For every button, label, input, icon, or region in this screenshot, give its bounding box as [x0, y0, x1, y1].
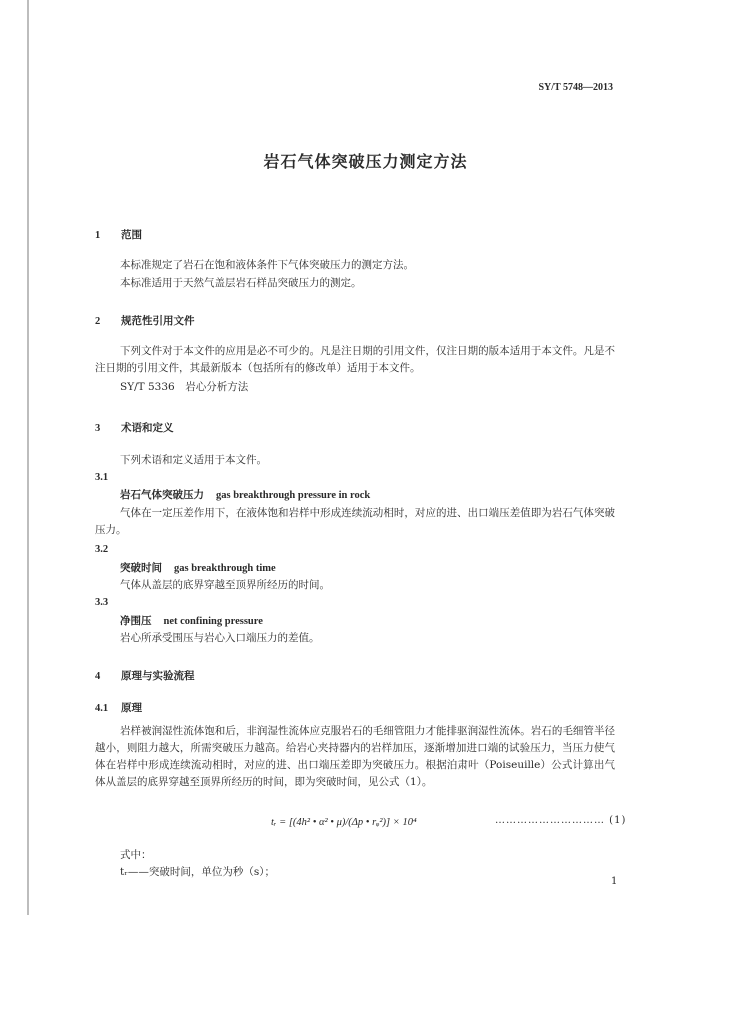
subsection-number: 4.1 [95, 703, 109, 714]
term-english: gas breakthrough pressure in rock [216, 490, 371, 501]
section-title: 范围 [121, 229, 142, 241]
principle-paragraph: 岩样被润湿性流体饱和后，非润湿性流体应克服岩石的毛细管阻力才能排驱润湿性流体。岩石的毛细管半径越小，则阻力越大，所需突破压力越高。给岩心夹持器内的岩样加压，逐渐增加进口端的试验压力，当压力使气体在岩样中形成连续流动相时，对应的进、出口端压差即为突破压力。根据泊肃叶（Poiseuille）公式计算出气体从盖层的底界穿越至顶界所经历的时间，即为突破时间，见公式（1）。 [95, 725, 615, 788]
section-title: 规范性引用文件 [121, 315, 195, 327]
term-3-1-number: 3.1 [95, 472, 109, 483]
scope-paragraph-1: 本标准规定了岩石在饱和液体条件下气体突破压力的测定方法。 [120, 259, 414, 271]
scan-edge-line [27, 0, 29, 915]
section-number: 2 [95, 316, 101, 327]
normative-reference: SY/T 5336 岩心分析方法 [120, 381, 249, 393]
where-label: 式中： [120, 849, 152, 861]
section-3-heading [95, 420, 174, 435]
page-number: 1 [611, 876, 618, 887]
formula-1-number: ………………………… (1) [495, 815, 627, 826]
term-chinese: 净围压 [120, 615, 152, 627]
term-3-2-title [120, 560, 276, 577]
standard-number: SY/T 5748—2013 [538, 82, 613, 93]
section-title: 原理与实验流程 [121, 670, 195, 682]
section-number: 3 [95, 423, 101, 434]
subsection-title: 原理 [121, 702, 142, 714]
section-1-heading [95, 227, 142, 242]
variable-definition-1: tᵣ——突破时间，单位为秒（s）； [120, 866, 276, 878]
term-3-1-title [120, 487, 370, 504]
section-number: 1 [95, 230, 101, 241]
section-2-heading [95, 313, 195, 328]
term-3-3-definition: 岩心所承受围压与岩心入口端压力的差值。 [120, 632, 320, 644]
section-title: 术语和定义 [121, 422, 174, 434]
term-chinese: 岩石气体突破压力 [120, 489, 204, 501]
formula-1: tᵣ = [(4h² • α² • μ)/(Δp • rᵩ²)] × 10⁴ [271, 817, 417, 828]
document-title: 岩石气体突破压力测定方法 [263, 152, 468, 171]
term-3-3-number: 3.3 [95, 597, 109, 608]
term-3-2-definition: 气体从盖层的底界穿越至顶界所经历的时间。 [120, 579, 330, 591]
term-3-2-number: 3.2 [95, 544, 109, 555]
terms-intro: 下列术语和定义适用于本文件。 [120, 454, 267, 466]
scope-paragraph-2: 本标准适用于天然气盖层岩石样品突破压力的测定。 [120, 277, 362, 289]
term-3-3-title [120, 613, 263, 630]
section-number: 4 [95, 671, 101, 682]
term-chinese: 突破时间 [120, 562, 162, 574]
subsection-4-1-heading [95, 700, 142, 715]
section-4-heading [95, 668, 195, 683]
normative-paragraph: 下列文件对于本文件的应用是必不可少的。凡是注日期的引用文件，仅注日期的版本适用于本文件。凡是不注日期的引用文件，其最新版本（包括所有的修改单）适用于本文件。 [95, 345, 615, 374]
term-english: gas breakthrough time [174, 563, 276, 574]
term-3-1-definition: 气体在一定压差作用下，在液体饱和岩样中形成连续流动相时，对应的进、出口端压差值即为岩石气体突破压力。 [95, 507, 615, 536]
term-english: net confining pressure [163, 616, 263, 627]
